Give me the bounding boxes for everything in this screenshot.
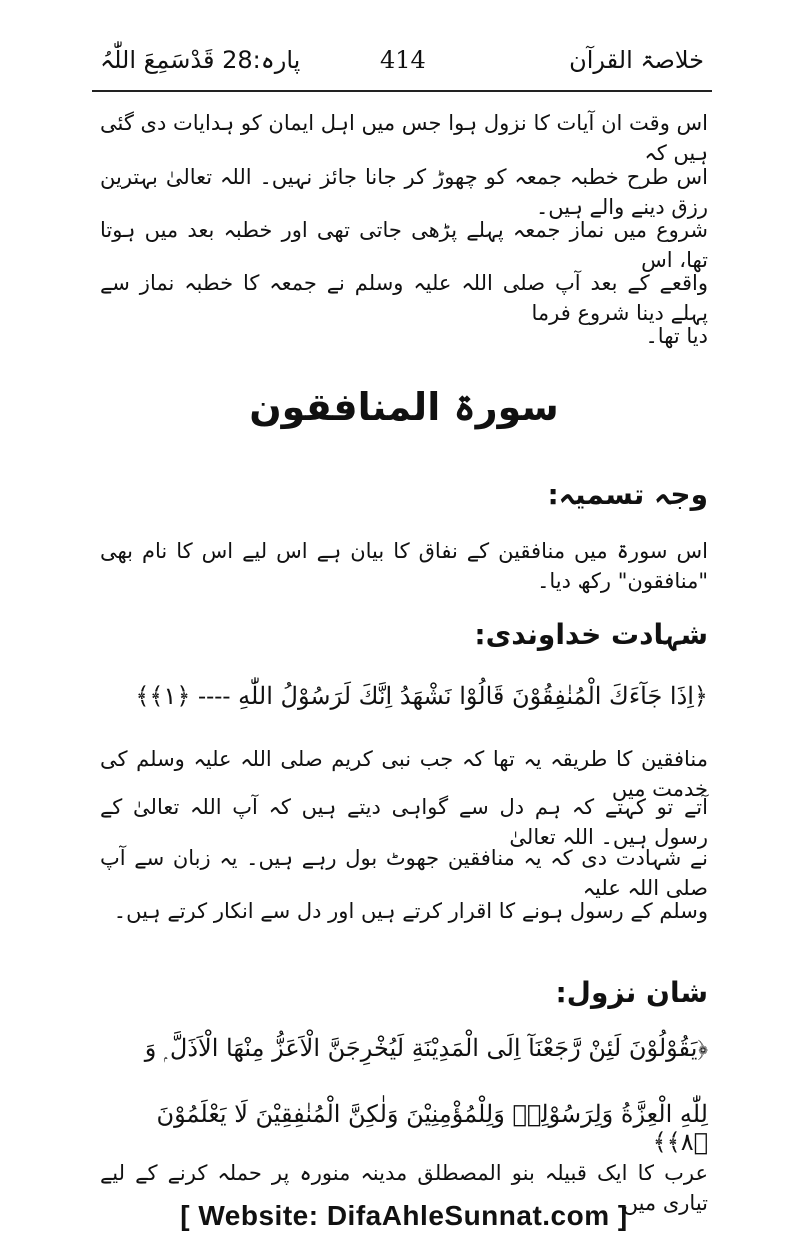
testimony-line: منافقین کا طریقہ یہ تھا کہ جب نبی کریم صلی اللہ علیہ وسلم کی خدمت میں bbox=[100, 747, 708, 801]
intro-line: واقعے کے بعد آپ صلی اللہ علیہ وسلم نے جمعہ کا خطبہ نماز سے پہلے دینا شروع فرما bbox=[100, 271, 708, 325]
quran-verse: ﴿يَقُوْلُوْنَ لَئِنْ رَّجَعْنَآ اِلَى الْمَدِيْنَةِ لَيُخْرِجَنَّ الْاَعَزُّ مِنْهَا الْاَذَلَّ ۭ وَ bbox=[144, 1034, 708, 1062]
revelation-heading: شان نزول: bbox=[555, 976, 708, 1009]
naming-heading: وجہ تسمیہ: bbox=[547, 478, 708, 511]
book-title: خلاصۃ القرآن bbox=[569, 46, 704, 74]
intro-line: شروع میں نماز جمعہ پہلے پڑھی جاتی تھی اور خطبہ بعد میں ہوتا تھا، اس bbox=[100, 218, 708, 272]
page-number: 414 bbox=[380, 46, 426, 74]
testimony-heading: شہادت خداوندی: bbox=[474, 618, 708, 651]
header-divider bbox=[92, 90, 712, 92]
website-footer: [ Website: DifaAhleSunnat.com ] bbox=[180, 1200, 628, 1231]
intro-line: اس طرح خطبہ جمعہ کو چھوڑ کر جانا جائز نہیں۔ اللہ تعالیٰ بہترین رزق دینے والے ہیں۔ bbox=[100, 165, 708, 219]
page-header bbox=[100, 40, 704, 90]
intro-line: اس وقت ان آیات کا نزول ہوا جس میں اہل ایمان کو ہدایات دی گئی ہیں کہ bbox=[100, 111, 708, 165]
quran-verse: لِلّٰهِ الْعِزَّةُ وَلِرَسُوْلِهٖ وَلِلْمُؤْمِنِيْنَ وَلٰكِنَّ الْمُنٰفِقِيْنَ لَا يَعْلَمُوْنَ ﴿٨﴾﴾ bbox=[156, 1100, 708, 1156]
naming-text: اس سورۃ میں منافقین کے نفاق کا بیان ہے اس لیے اس کا نام بھی "منافقون" رکھ دیا۔ bbox=[100, 539, 708, 593]
revelation-text: عرب کا ایک قبیلہ بنو المصطلق مدینہ منورہ پر حملہ کرنے کے لیے تیاری میں bbox=[100, 1161, 708, 1215]
intro-line: دیا تھا۔ bbox=[645, 324, 708, 348]
para-label: پارہ:28 قَدْسَمِعَ اللّٰہُ bbox=[100, 46, 301, 74]
testimony-line: نے شہادت دی کہ یہ منافقین جھوٹ بول رہے ہیں۔ یہ زبان سے آپ صلی اللہ علیہ bbox=[100, 846, 708, 900]
testimony-line: وسلم کے رسول ہونے کا اقرار کرتے ہیں اور دل سے انکار کرتے ہیں۔ bbox=[113, 899, 708, 923]
quran-verse: ﴿اِذَا جَآءَكَ الْمُنٰفِقُوْنَ قَالُوْا نَشْهَدُ اِنَّكَ لَرَسُوْلُ اللّٰهِ ---- ﴿١﴾﴾ bbox=[135, 682, 708, 710]
testimony-line: آتے تو کہتے کہ ہم دل سے گواہی دیتے ہیں کہ آپ اللہ تعالیٰ کے رسول ہیں۔ اللہ تعالیٰ bbox=[100, 795, 708, 849]
surah-title: سورۃ المنافقون bbox=[249, 385, 559, 429]
